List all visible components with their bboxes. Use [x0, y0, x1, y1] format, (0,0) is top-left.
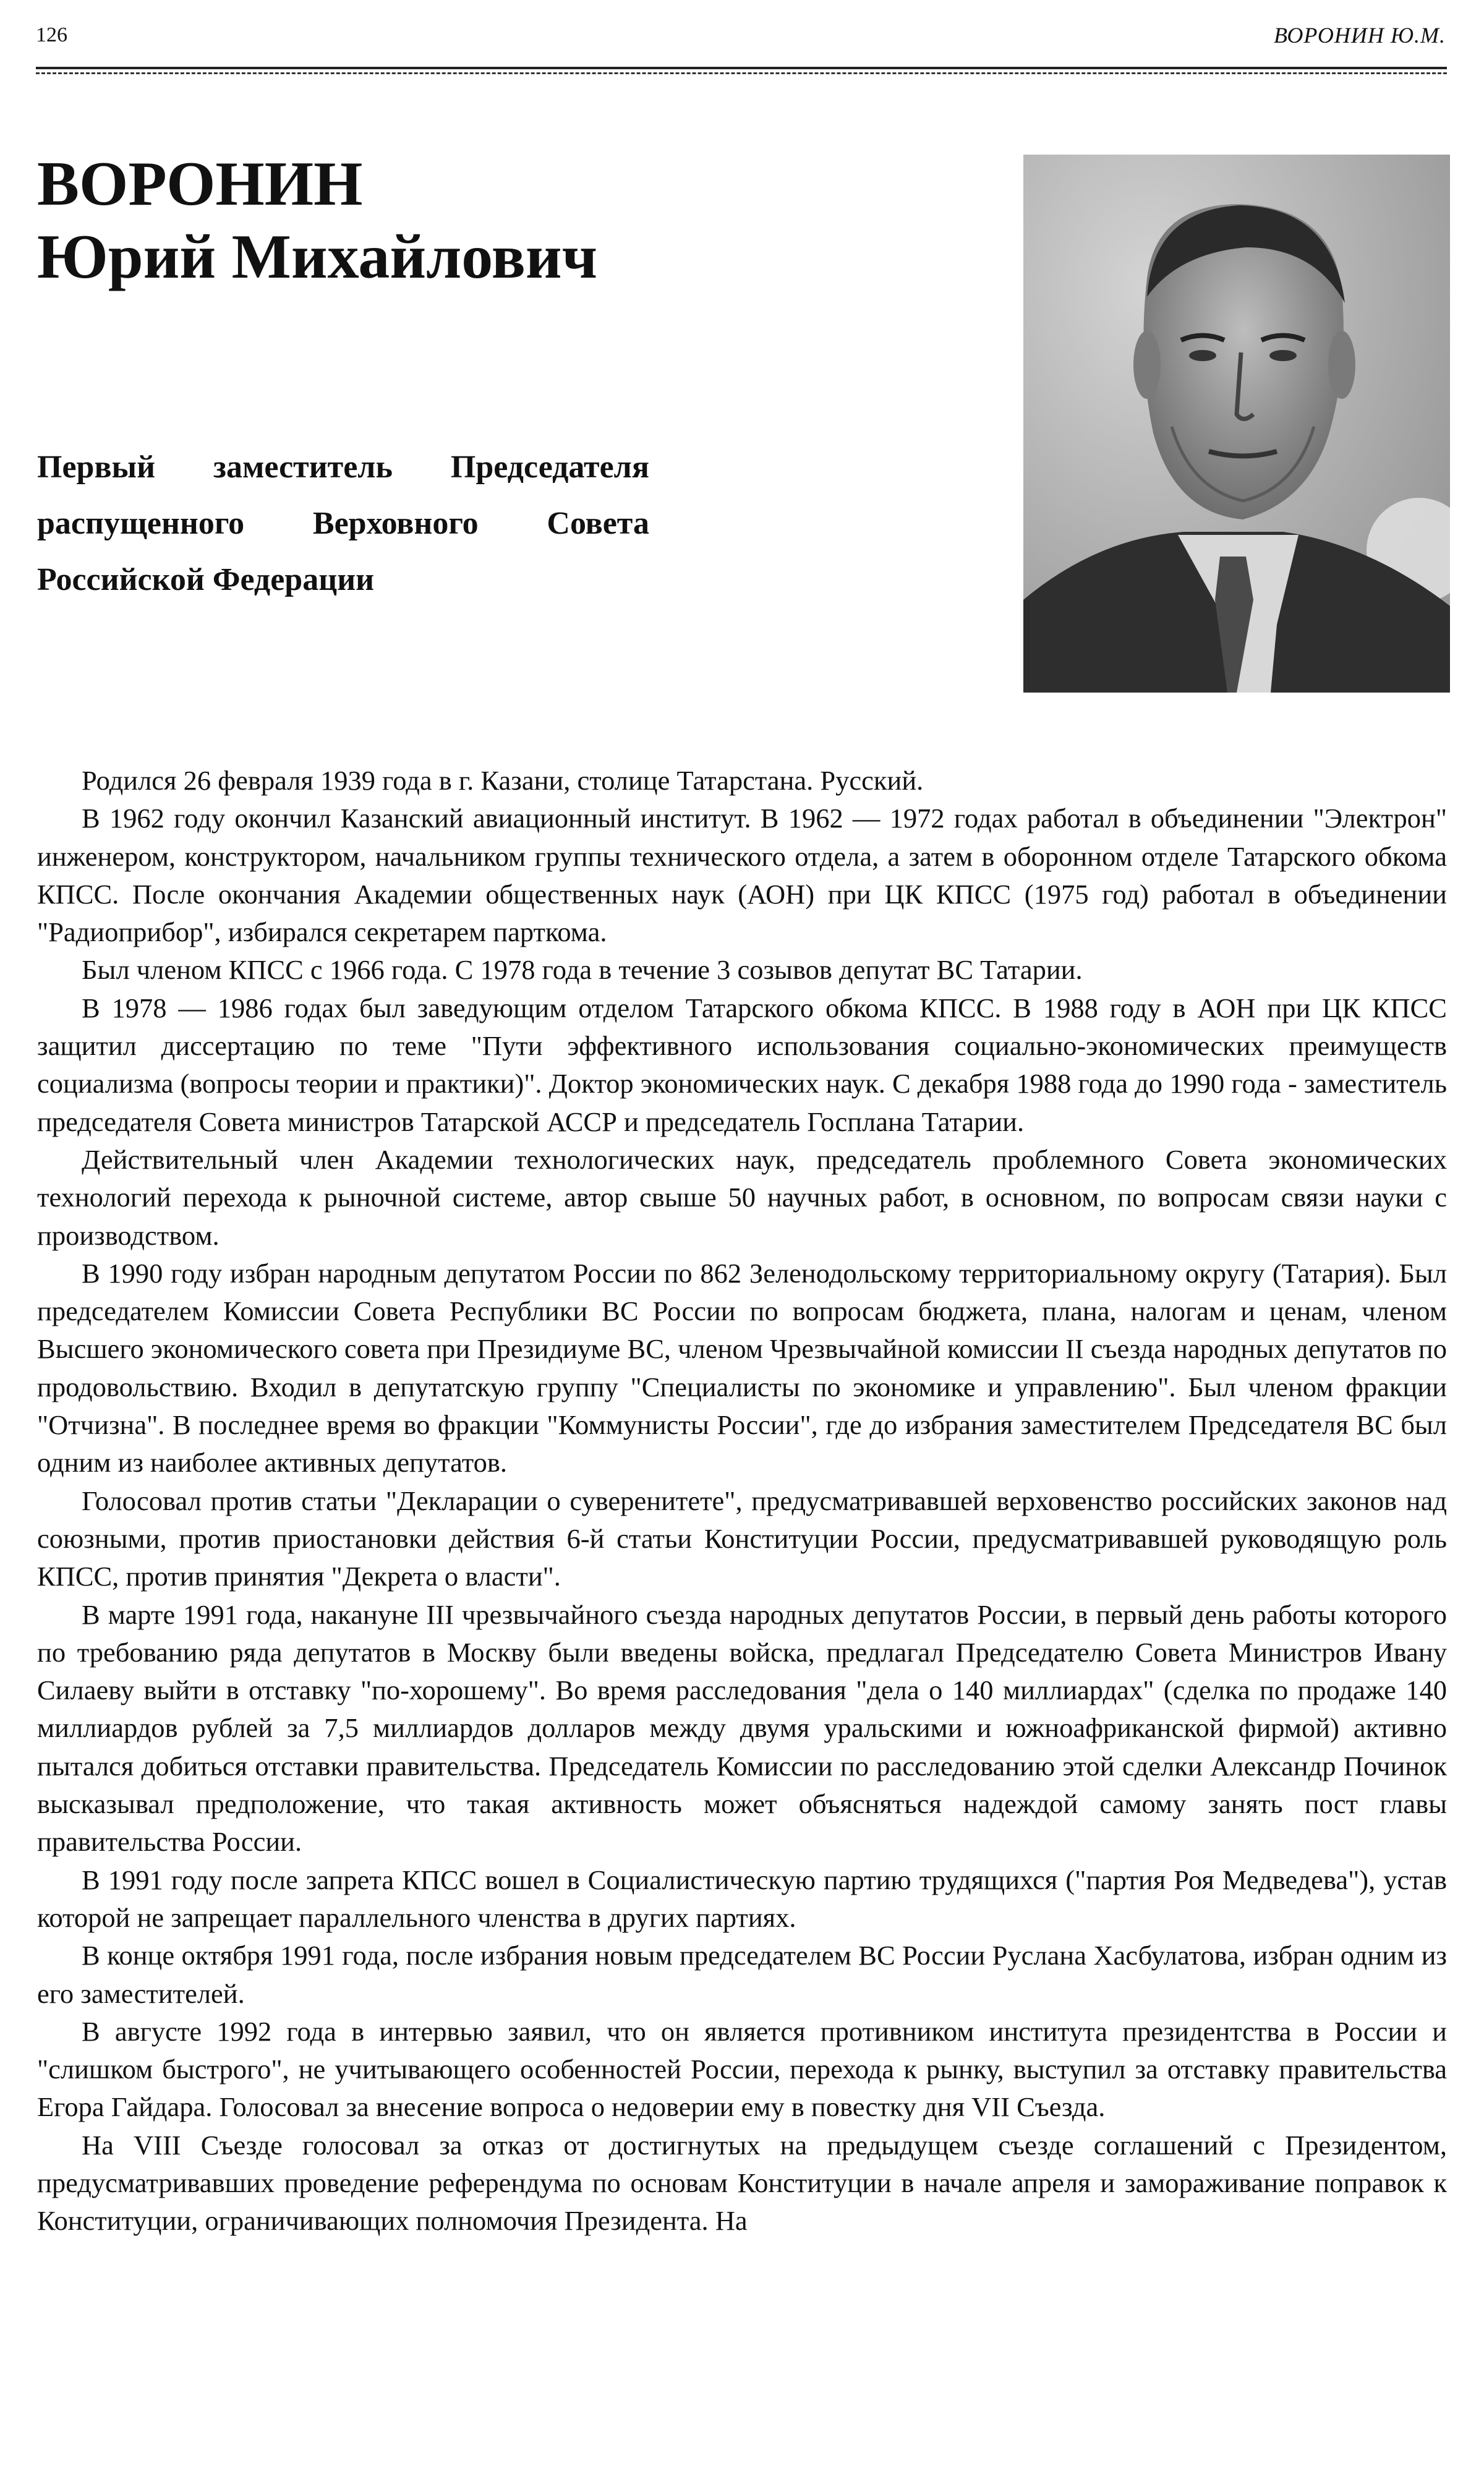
header-rule	[36, 67, 1447, 74]
biography-text	[37, 762, 1447, 2240]
paragraph: В 1978 — 1986 годах был заведующим отделом Татарского обкома КПСС. В 1988 году в АОН при ЦК КПСС защитил диссертацию по теме "Пути эффективного использования социально-экономических преимуществ социализма (вопросы теории и практики)". Доктор экономических наук. С декабря 1988 года до 1990 года - заместитель председателя Совета министров Татарской АССР и председатель Госплана Татарии.	[37, 992, 1447, 1137]
paragraph: В марте 1991 года, накануне III чрезвычайного съезда народных депутатов России, в первый день работы которого по требованию ряда депутатов в Москву были введены войска, предлагал Председателю Совета Министров Ивану Силаеву выйти в отставку "по-хорошему". Во время расследования "дела о 140 миллиардах" (сделка по продаже 140 миллиардов рублей за 7,5 миллиардов долларов между двумя уральскими и южноафриканской фирмой) активно пытался добиться отставки правительства. Председатель Комиссии по расследованию этой сделки Александр Починок высказывал предположение, что такая активность может объясняться надеждой самому занять пост главы правительства России.	[37, 1598, 1447, 1858]
paragraph: В августе 1992 года в интервью заявил, что он является противником института президентства в России и "слишком быстрого", не учитывающего особенностей России, перехода к рынку, выступил за отставку правительства Егора Гайдара. Голосовал за внесение вопроса о недоверии ему в повестку дня VII Съезда.	[37, 2015, 1447, 2123]
paragraph: На VIII Съезде голосовал за отказ от достигнутых на предыдущем съезде соглашений с Президентом, предусматривавших проведение референдума по основам Конституции в начале апреля и замораживание поправок к Конституции, ограничивающих полномочия Президента. На	[37, 2129, 1447, 2237]
paragraph: В 1991 году после запрета КПСС вошел в Социалистическую партию трудящихся ("партия Роя Медведева"), устав которой не запрещает параллельного членства в других партиях.	[37, 1864, 1447, 1933]
paragraph: Родился 26 февраля 1939 года в г. Казани, столице Татарстана. Русский.	[82, 765, 924, 796]
running-head: ВОРОНИН Ю.М.	[1274, 23, 1446, 48]
portrait-photo	[1023, 155, 1450, 693]
paragraph: В конце октября 1991 года, после избрания новым председателем ВС России Руслана Хасбулатова, избран одним из его заместителей.	[37, 1940, 1447, 2009]
paragraph: Действительный член Академии технологических наук, председатель проблемного Совета экономических технологий перехода к рыночной системе, автор свыше 50 научных работ, в основном, по вопросам связи науки с производством.	[37, 1143, 1447, 1251]
paragraph: Был членом КПСС с 1966 года. С 1978 года в течение 3 созывов депутат ВС Татарии.	[82, 954, 1083, 986]
paragraph: Голосовал против статьи "Декларации о суверенитете", предусматривавшей верховенство российских законов над союзными, против приостановки действия 6-й статьи Конституции России, предусматривавшей руководящую роль КПСС, против принятия "Декрета о власти".	[37, 1485, 1447, 1592]
person-surname: ВОРОНИН	[37, 149, 363, 219]
paragraph: В 1962 году окончил Казанский авиационный институт. В 1962 — 1972 годах работал в объединении "Электрон" инженером, конструктором, начальником группы технического отдела, а затем в оборонном отделе Татарского обкома КПСС. После окончания Академии общественных наук (АОН) при ЦК КПСС (1975 год) работал в объединении "Радиоприбор", избирался секретарем парткома.	[37, 803, 1447, 948]
portrait-illustration	[1023, 155, 1450, 693]
position-title: Первый заместитель Председателя распущенного Верховного Совета Российской Федерации	[37, 450, 649, 597]
page-number: 126	[36, 23, 67, 46]
paragraph: В 1990 году избран народным депутатом России по 862 Зеленодольскому территориальному округу (Татария). Был председателем Комиссии Совета Республики ВС России по вопросам бюджета, плана, налогам и ценам, членом Высшего экономического совета при Президиуме ВС, членом Чрезвычайной комиссии II съезда народных депутатов по продовольствию. Входил в депутатскую группу "Специалисты по экономике и управлению". Был членом фракции "Отчизна". В последнее время во фракции "Коммунисты России", где до избрания заместителем Председателя ВС был одним из наиболее активных депутатов.	[37, 1257, 1447, 1479]
person-given-names: Юрий Михайлович	[37, 222, 598, 292]
